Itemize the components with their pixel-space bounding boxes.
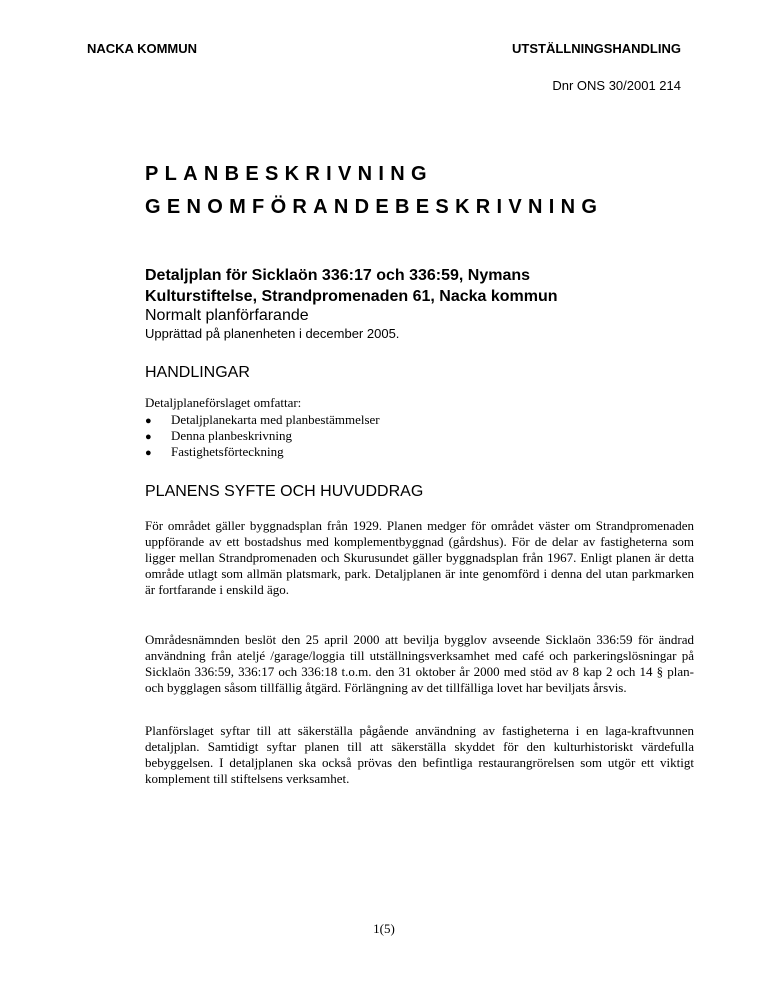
- prepared-note: Upprättad på planenheten i december 2005.: [145, 326, 400, 341]
- plan-procedure: Normalt planförfarande: [145, 307, 309, 324]
- documents-intro: Detaljplaneförslaget omfattar:: [145, 395, 302, 410]
- registration-number: Dnr ONS 30/2001 214: [552, 78, 681, 93]
- document-status: UTSTÄLLNINGSHANDLING: [512, 41, 681, 56]
- bullet-icon: ●: [145, 447, 152, 459]
- paragraph: Områdesnämnden beslöt den 25 april 2000 att bevilja bygglov avseende Sicklaön 336:59 för ändrad användning från ateljé /garage/loggia till utställningsverksamhet med café och parkeringslösningar på Sicklaön 336:59, 336:17 och 336:18 t.o.m. den 31 oktober år 2000 med stöd av 8 kap 2 och 14 § plan- och bygglagen såsom tillfällig åtgärd. Förlängning av det tillfälliga lovet har beviljats årsvis.: [145, 632, 694, 695]
- plan-title: Detaljplan för Sicklaön 336:17 och 336:59, Nymans Kulturstiftelse, Strandpromenaden 61, Nacka kommun: [145, 267, 558, 305]
- list-item: [145, 412, 380, 428]
- bullet-icon: ●: [145, 415, 152, 427]
- section-heading-syfte: PLANENS SYFTE OCH HUVUDDRAG: [145, 483, 424, 500]
- list-item: [145, 428, 380, 444]
- bullet-icon: ●: [145, 431, 152, 443]
- list-item: [145, 444, 380, 460]
- documents-list: [145, 412, 380, 460]
- paragraph: För området gäller byggnadsplan från 1929. Planen medger för området väster om Strandpromenaden uppförande av ett bostadshus med komplementbyggnad (gårdshus). För de delar av fastigheterna som ligger mellan Strandpromenaden och Skurusundet gäller byggnadsplan från 1967. Enligt planen är detta område utlagt som allmän platsmark, park. Detaljplanen är inte genomförd i denna del utan parkmarken är fortfarande i enskild ägo.: [145, 518, 694, 597]
- municipality-name: NACKA KOMMUN: [87, 41, 198, 56]
- document-title-genomforandebeskrivning: GENOMFÖRANDEBESKRIVNING: [145, 196, 604, 218]
- page-number: 1(5): [373, 921, 395, 936]
- section-heading-handlingar: HANDLINGAR: [145, 364, 250, 381]
- paragraph: Planförslaget syftar till att säkerställa pågående användning av fastigheterna i en laga-kraftvunnen detaljplan. Samtidigt syftar planen till att säkerställa skyddet för den kulturhistoriskt värdefulla bebyggelsen. I detaljplanen ska också prövas den befintliga restaurangrörelsen som utgör ett viktigt komplement till stiftelsens verksamhet.: [145, 723, 694, 786]
- list-item-label: Detaljplanekarta med planbestämmelser: [171, 412, 380, 427]
- list-item-label: Denna planbeskrivning: [171, 428, 292, 443]
- list-item-label: Fastighetsförteckning: [171, 444, 284, 459]
- document-title-planbeskrivning: PLANBESKRIVNING: [145, 163, 433, 185]
